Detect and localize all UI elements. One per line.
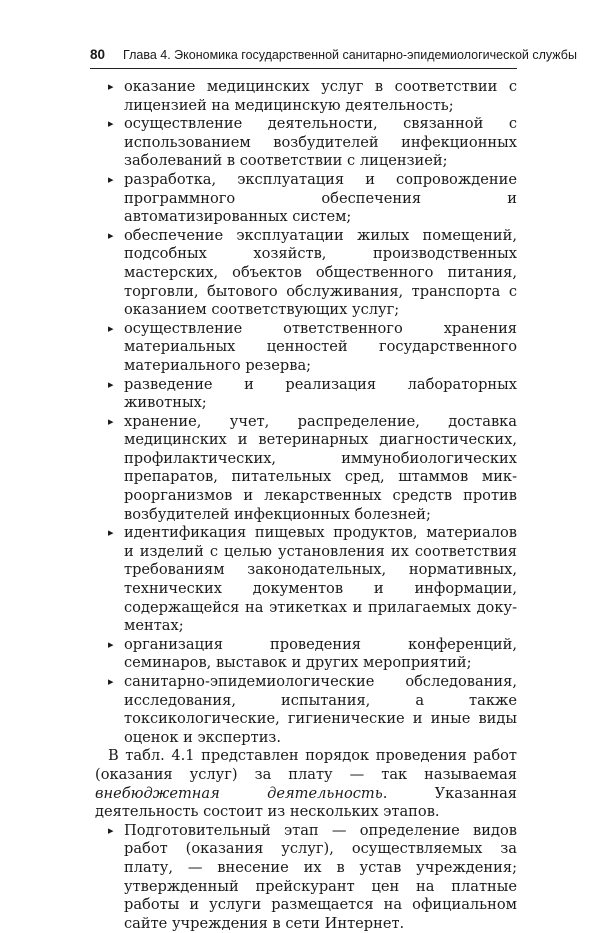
bullet-icon: ▸ [108, 321, 114, 335]
bullet-icon: ▸ [108, 823, 114, 837]
list-item-text: осуществление деятельности, связанной с использованием возбудителей инфекционных заболеваний в соответствии с лицензией; [124, 115, 517, 170]
bullet-icon: ▸ [108, 80, 114, 93]
list-item [95, 78, 517, 115]
body-paragraph [95, 747, 517, 821]
list-item-text: организация проведения конференций, семинаров, выставок и других мероприятий; [124, 635, 517, 672]
list-item-text: осуществление ответственного хранения материальных ценностей государственного материального резерва; [124, 319, 517, 374]
running-title: Глава 4. Экономика государственной санитарно-эпидемиологической службы [123, 48, 577, 62]
list-item-text: обеспечение эксплуатации жилых помещений, подсобных хозяйств, производственных мастерских, объектов общественного питания, торговли, бытового обслуживания, транспорта с оказанием соответствующих услуг; [124, 226, 517, 319]
list-item-text: оказание медицинских услуг в соответствии с лицензией на медицинскую деятельность; [124, 78, 517, 114]
list-item-text: разведение и реализация лабораторных животных; [124, 375, 517, 412]
list-item [95, 227, 517, 320]
bullet-icon: ▸ [108, 414, 114, 428]
page-number: 80 [90, 47, 106, 62]
list-item [95, 376, 517, 413]
bullet-icon: ▸ [108, 526, 114, 540]
steps-list [95, 822, 517, 933]
list-item [95, 673, 517, 747]
paragraph-text-start: В табл. 4.1 представлен порядок проведения работ (оказания услуг) за плату — так называемая [95, 747, 517, 783]
list-item-text: идентификация пищевых продуктов, материалов и изделий с целью установления их соответствия требованиям законодательных, нормативных, технических документов и информации, содержащейся на этикетках и прилагаемых документах; [124, 524, 517, 635]
list-item [95, 171, 517, 227]
bullet-icon: ▸ [108, 377, 114, 391]
activity-list [95, 78, 517, 747]
bullet-icon: ▸ [108, 675, 114, 688]
list-item [95, 320, 517, 376]
bullet-icon: ▸ [108, 117, 114, 131]
list-item [95, 636, 517, 673]
list-item [95, 822, 517, 933]
paragraph-text-end: . Указанная деятельность состоит из нескольких этапов. [95, 784, 517, 821]
list-item-text: Подготовительный этап — определение видов работ (оказания услуг), осуществляемых за плату, — внесение их в устав учреждения; утвержденный прейскурант цен на платные работы и услуги размещается на официальном сайте учреждения в сети Интернет. [124, 821, 517, 932]
page-body [95, 78, 517, 933]
list-item [95, 413, 517, 525]
running-header [90, 44, 577, 69]
bullet-icon: ▸ [108, 637, 114, 651]
list-item [95, 524, 517, 636]
list-item-text: разработка, эксплуатация и сопровождение программного обеспечения и автоматизированных систем; [124, 170, 517, 226]
bullet-icon: ▸ [108, 228, 114, 242]
bullet-icon: ▸ [108, 172, 114, 186]
paragraph-emphasis: внебюджетная деятельность [95, 784, 383, 802]
list-item [95, 115, 517, 171]
list-item-text: хранение, учет, распределение, доставка медицинских и ветеринарных диагностических, профилактических, иммунобиологических препаратов, питательных сред, штаммов микроорганизмов и лекарственных средств против возбудителей инфекционных болезней; [124, 412, 517, 523]
list-item-text: санитарно-эпидемиологические обследования, исследования, испытания, а также токсикологические, гигиенические и иные виды оценок и экспертиз. [124, 673, 517, 746]
